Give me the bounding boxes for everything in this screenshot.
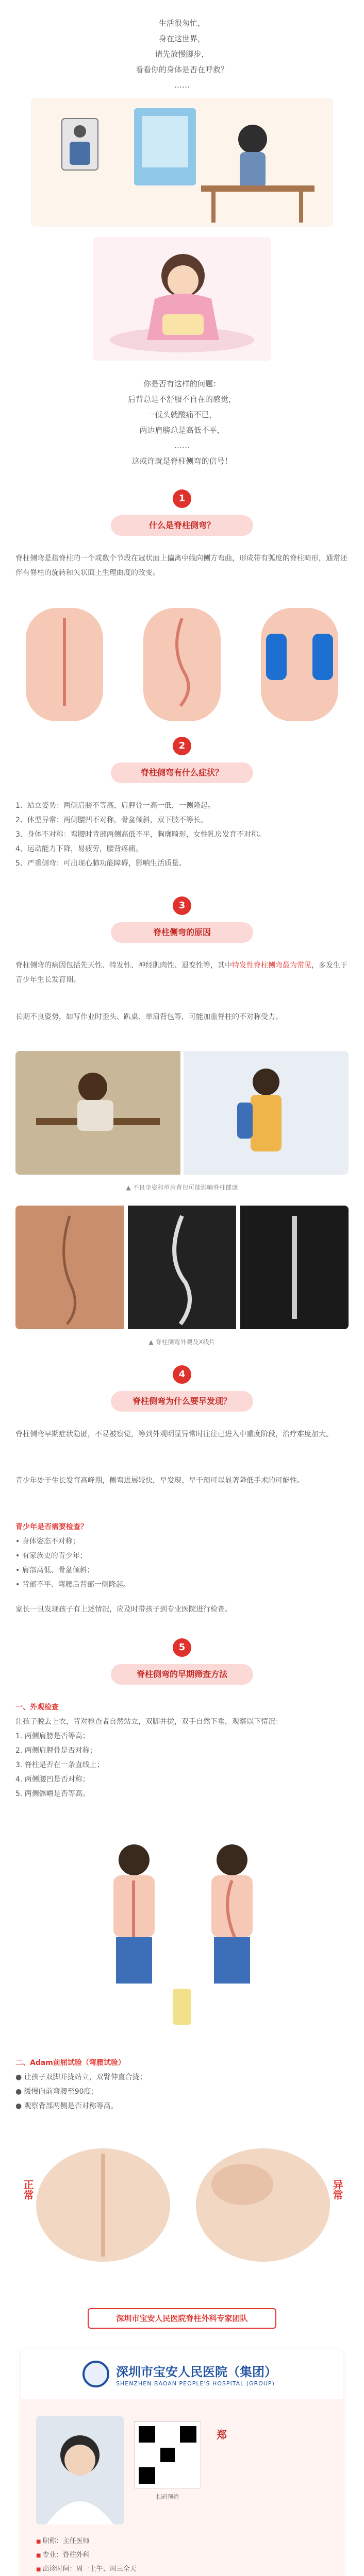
cause-highlight: 特发性脊柱侧弯最为常见: [232, 961, 311, 970]
section-number: 2: [173, 737, 191, 755]
xray-photos: [15, 1206, 349, 1329]
back-exam-illustration: [67, 1834, 297, 2030]
section-number: 5: [173, 1638, 191, 1657]
bend-test-item: ● 缓慢向前弯腰至90度；: [15, 2088, 98, 2096]
intro-line: 身在这世界，: [158, 34, 205, 43]
story-line: 这或许就是脊柱侧弯的信号！: [131, 456, 233, 466]
screening-item: 5. 两侧髂嵴是否等高。: [15, 1790, 90, 1798]
check-item: • 有家族史的青少年；: [15, 1552, 87, 1560]
bend-test-photos: [15, 2128, 349, 2272]
xray-caption: ▲ 脊柱侧弯外观及X线片: [148, 1338, 216, 1346]
hospital-name: 深圳市宝安人民医院（集团）: [116, 2364, 277, 2379]
check-list: [15, 1520, 349, 1592]
hunched-child-illustration: [93, 237, 271, 361]
intro-line: 生活很匆忙，: [158, 19, 205, 28]
section-header-2: [0, 737, 364, 793]
section-title: [111, 1664, 253, 1685]
symptom-item: 5、严重侧弯：可出现心肺功能障碍，影响生活质量。: [15, 859, 186, 868]
symptom-item: 4、运动能力下降，易疲劳，腰背疼痛。: [15, 845, 143, 853]
hospital-english-name: SHENZHEN BAOAN PEOPLE'S HOSPITAL (GROUP): [116, 2380, 275, 2387]
intro-line: ……: [174, 80, 190, 90]
section-header-4: [0, 1365, 364, 1422]
section-title-text: 什么是脊柱侧弯？: [148, 520, 215, 530]
section-title-text: 脊柱侧弯的早期筛查方法: [136, 1669, 227, 1679]
check-list-title: 青少年是否需要检查？: [15, 1523, 88, 1531]
early-text-1: 脊柱侧弯早期症状隐匿，不易被察觉，等到外观明显异常时往往已进入中重度阶段，治疗难度加大。: [15, 1430, 333, 1438]
story-line: 你是否有这样的问题：: [143, 379, 221, 388]
section-title: [111, 762, 253, 783]
check-item: • 背部不平、弯腰后背部一侧隆起。: [15, 1581, 130, 1589]
expert-team-banner: 深圳市宝安人民医院脊柱外科专家团队: [88, 2308, 276, 2329]
screening-item: 4. 两侧腰凹是否对称；: [15, 1775, 90, 1784]
doctor-info-row: ■ 职称：主任医师: [36, 2535, 328, 2549]
story-line: 后背总是不舒服不自在的感觉，: [127, 395, 236, 404]
symptom-list: [15, 799, 349, 871]
intro-text: [0, 15, 364, 93]
cause-text-part: 脊柱侧弯的病因包括先天性、特发性、神经肌肉性、退变性等，其中: [15, 961, 232, 970]
screening-intro: 让孩子脱去上衣，背对检查者自然站立，双脚并拢，双手自然下垂，观察以下情况：: [15, 1718, 283, 1726]
intro-line: 请先放慢脚步，: [155, 49, 209, 59]
doctor-name: 郑: [217, 2429, 227, 2441]
section-number: 3: [173, 896, 191, 915]
story-line: ……: [174, 441, 190, 450]
doctor-info: [36, 2535, 328, 2576]
qr-code[interactable]: [134, 2421, 201, 2488]
hospital-logo-icon: [82, 2361, 109, 2387]
section-title: [111, 922, 253, 943]
section-header-5: [0, 1638, 364, 1695]
bend-test-item: ● 观察背部两侧是否对称等高。: [15, 2102, 118, 2110]
early-text-3: 家长一旦发现孩子有上述情况，应及时带孩子到专业医院进行检查。: [15, 1605, 232, 1614]
hospital-header: [21, 2349, 343, 2399]
symptom-item: 2、体型异常：两侧腰凹不对称，骨盆倾斜，双下肢不等长。: [15, 816, 208, 824]
screening-title: 一、外观检查: [15, 1703, 59, 1711]
section-header-3: [0, 896, 364, 953]
section-number: 1: [173, 489, 191, 508]
section-title-text: 脊柱侧弯的原因: [153, 927, 211, 937]
story-text: [0, 376, 364, 469]
screening-item: 3. 脊柱是否在一条直线上；: [15, 1761, 104, 1769]
section-title-text: 脊柱侧弯有什么症状？: [140, 768, 223, 777]
cause-text: [15, 958, 349, 987]
sitting-girl-illustration: [31, 98, 333, 227]
check-item: • 肩部高低、骨盆倾斜；: [15, 1566, 94, 1574]
check-item: • 身体姿态不对称；: [15, 1537, 80, 1546]
early-text-2: 青少年处于生长发育高峰期，侧弯进展较快，早发现、早干预可以显著降低手术的可能性。: [15, 1477, 304, 1485]
section-header-1: [0, 489, 364, 546]
bend-test-title: 二、Adam前屈试验（弯腰试验）: [15, 2059, 125, 2067]
doctor-info-row: ■ 出诊时间：周一上午、周三全天: [36, 2563, 328, 2576]
section-title-text: 脊柱侧弯为什么要早发现？: [132, 1396, 231, 1406]
cause-text-part: ，多发生于青少年生长发育期。: [15, 961, 348, 984]
intro-line: 看看你的身体是否在呼救？: [135, 65, 228, 74]
symptom-item: 1、站立姿势：两侧肩膀不等高，肩胛骨一高一低，一侧隆起。: [15, 802, 215, 810]
doctor-card: [21, 2349, 343, 2576]
screening-list: [15, 1700, 349, 1801]
bend-test-item: ● 让孩子双脚并拢站立，双臂伸直合拢；: [15, 2073, 147, 2081]
qr-caption: 扫码预约: [156, 2494, 179, 2500]
screening-item: 2. 两侧肩胛骨是否对称；: [15, 1747, 97, 1755]
story-line: 一低头就酸痛不已，: [147, 410, 217, 419]
doctor-info-row: ■ 专业：脊柱外科: [36, 2549, 328, 2563]
section-number: 4: [173, 1365, 191, 1384]
section-1-text: 脊柱侧弯是指脊柱的一个或数个节段在冠状面上偏离中线向侧方弯曲，形成带有弧度的脊柱畸形，通常还伴有脊柱的旋转和矢状面上生理曲度的改变。: [15, 554, 348, 577]
section-title: [111, 515, 253, 536]
posture-photos: [15, 1051, 349, 1175]
label-normal: 正常: [22, 2179, 34, 2200]
bend-test-list: [15, 2056, 349, 2113]
symptom-item: 3、身体不对称：弯腰时背部两侧高低不平，胸廓畸形，女性乳房发育不对称。: [15, 831, 266, 839]
posture-caption: ▲ 不良坐姿和单肩背包可能影响脊柱健康: [126, 1184, 238, 1191]
doctor-photo: [36, 2416, 124, 2524]
screening-item: 1. 两侧肩膀是否等高；: [15, 1732, 90, 1740]
spine-comparison-illustration: [15, 603, 349, 726]
section-title: [111, 1391, 253, 1412]
cause-text-2: 长期不良姿势，如写作业时歪头、趴桌、单肩背包等，可能加重脊柱的不对称受力。: [15, 1013, 283, 1021]
label-abnormal: 异常: [331, 2179, 343, 2200]
story-line: 两边肩膀总是高低不平，: [139, 426, 225, 435]
